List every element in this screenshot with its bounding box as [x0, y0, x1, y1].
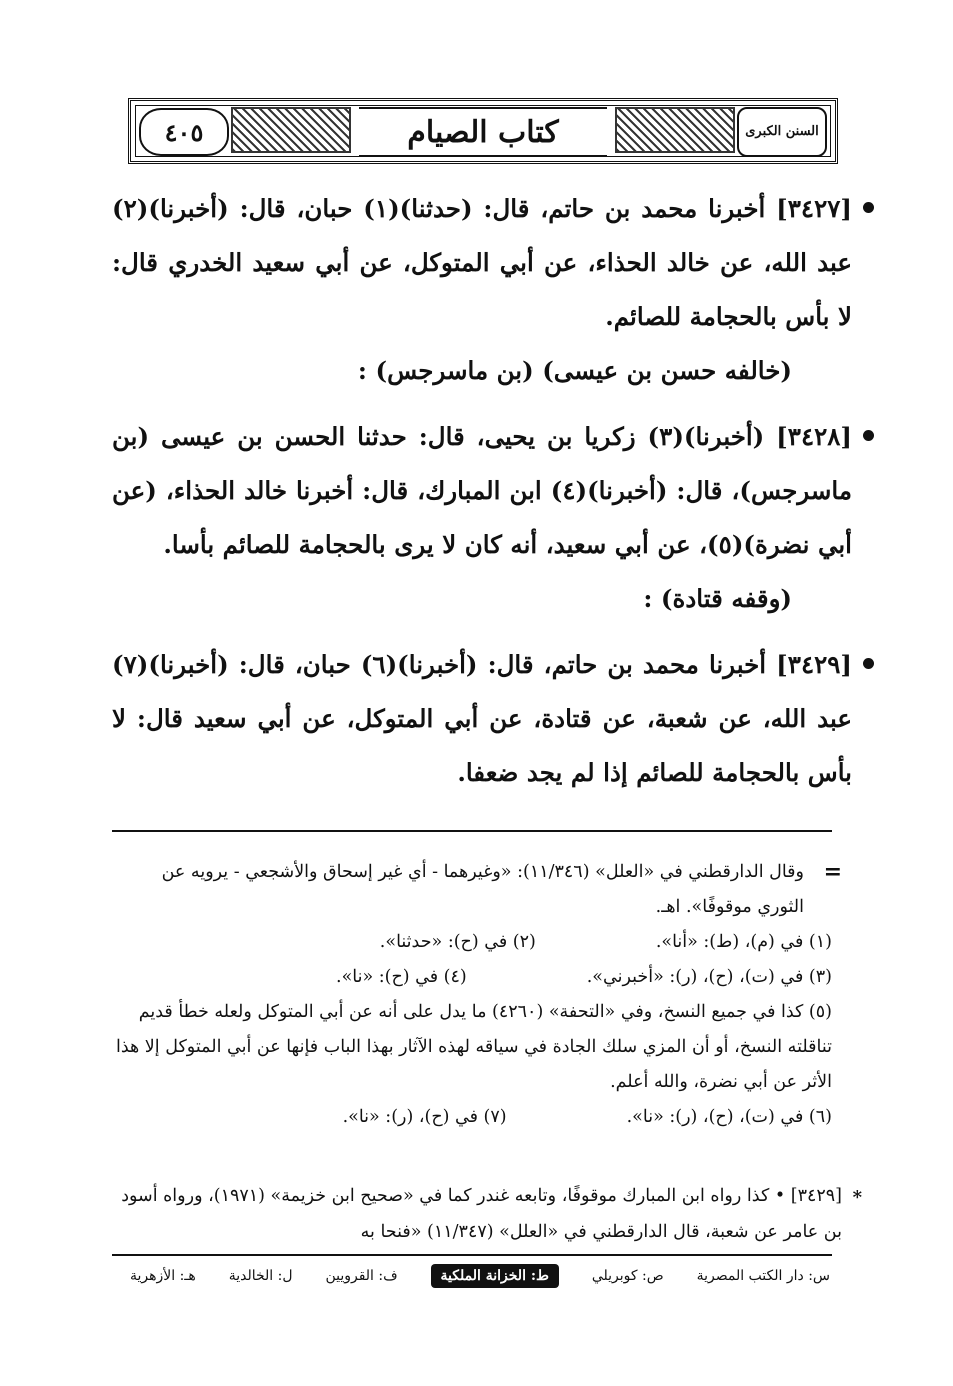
footnote-row: [112, 960, 832, 995]
footnote-5: (٥) كذا في جميع النسخ، وفي «التحفة» (٤٢٦٠) ما يدل على أنه عن أبي المتوكل ولعله خطأ قديم تناقلته النسخ، أو أن المزي سلك الجادة في سياقه لهذه الآثار بهذا الباب فإنها عن أبي المتوكل إلا هذا الأثر عن أبي نضرة، والله أعلم.: [115, 1002, 832, 1092]
footnote-continued: وقال الدارقطني في «العلل» (١١/٣٤٦): «وغيرهما - أي غير إسحاق والأشجعي - يرويه عن الثوري موقوفًا». اهـ.: [161, 862, 804, 917]
ornament-right: [615, 107, 735, 153]
star-icon: *: [852, 1187, 862, 1208]
footnote-6: (٦) في (ت)، (ح)، (ر): «نا».: [626, 1107, 832, 1127]
footnote-2: (٢) في (ح): «حدثنا».: [379, 932, 536, 952]
ornament-left: [231, 107, 351, 153]
main-text: [112, 182, 852, 812]
bullet-icon: [863, 658, 874, 669]
footnote-4: (٤) في (ح): «نا».: [336, 967, 467, 987]
bullet-icon: [863, 430, 874, 441]
manuscript-sigla: [130, 1264, 830, 1288]
hadith-text: [٣٤٢٩] أخبرنا محمد بن حاتم، قال: (أخبرنا)(٦) حبان، قال: (أخبرنا)(٧) عبد الله، عن شعبة، عن قتادة، عن أبي المتوكل، عن أبي سعيد قال: لا بأس بالحجامة للصائم إذا لم يجد ضعفا.: [112, 650, 853, 787]
sigla-divider: [112, 1254, 832, 1256]
footnote-row: [112, 1100, 832, 1135]
page-number: ٤٠٥: [139, 108, 229, 156]
continuation-mark: =: [823, 859, 842, 885]
hadith-text: [٣٤٢٨] (أخبرنا)(٣) زكريا بن يحيى، قال: حدثنا الحسن بن عيسى (بن ماسرجس)، قال: (أخبرنا)(٤) ابن المبارك، قال: أخبرنا خالد الحذاء، (عن أبي نضرة)(٥)، عن أبي سعيد، أنه كان لا يرى بالحجامة للصائم بأسا.: [112, 422, 853, 559]
siglum: هـ: الأزهرية: [130, 1268, 196, 1284]
footnote-1: (١) في (م)، (ط): «أنا».: [655, 932, 832, 952]
footnote-7: (٧) في (ح)، (ر): «نا».: [342, 1107, 507, 1127]
hadith-entry: [112, 182, 852, 398]
footnote-3: (٣) في (ت)، (ح)، (ر): «أخبرني».: [586, 967, 832, 987]
chapter-title: كتاب الصيام: [359, 107, 607, 157]
book-logo: السنن الكبرى: [737, 107, 827, 157]
hadith-entry: [112, 410, 852, 626]
footnote-row: [112, 925, 832, 960]
takhrij-text: [٣٤٢٩] • كذا رواه ابن المبارك موقوفًا، وتابعه غندر كما في «صحيح ابن خزيمة» (١٩٧١)، ورواه أسود بن عامر عن شعبة، قال الدارقطني في «العلل» (١١/٣٤٧) «فنحا به: [121, 1186, 842, 1242]
hadith-text: [٣٤٢٧] أخبرنا محمد بن حاتم، قال: (حدثنا)(١) حبان، قال: (أخبرنا)(٢) عبد الله، عن خالد الحذاء، عن أبي المتوكل، عن أبي سعيد الخدري قال: لا بأس بالحجامة للصائم.: [112, 194, 852, 331]
footnotes: [112, 855, 842, 1135]
page-header: [128, 98, 838, 164]
siglum-highlighted: ط: الخزانة الملكية: [431, 1264, 559, 1288]
siglum: س: دار الكتب المصرية: [696, 1268, 830, 1284]
hadith-subheading: (وقفه قتادة) :: [643, 584, 792, 613]
hadith-entry: [112, 638, 852, 800]
siglum: ل: الخالدية: [228, 1268, 293, 1284]
siglum: ص: كوبريلي: [591, 1268, 664, 1284]
bullet-icon: [863, 202, 874, 213]
hadith-subheading: (خالفه حسن بن عيسى) (بن ماسرجس) :: [357, 356, 792, 385]
takhrij-note: [112, 1178, 862, 1250]
footnote-divider: [112, 830, 832, 832]
siglum: ف: القرويين: [325, 1268, 398, 1284]
